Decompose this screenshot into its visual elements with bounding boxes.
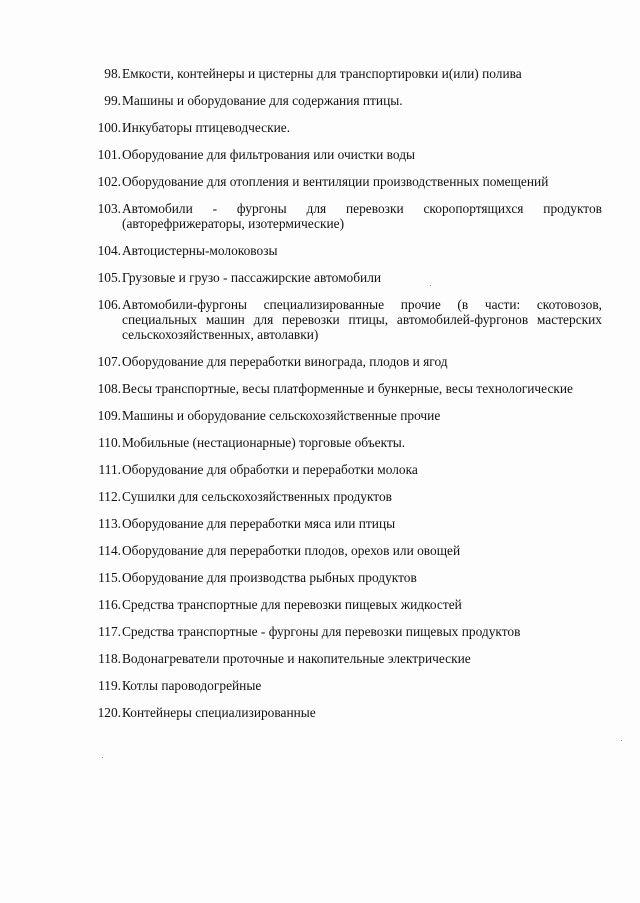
list-item <box>86 543 602 558</box>
list-item <box>86 651 602 666</box>
list-item-number: 112. <box>98 489 121 504</box>
list-item <box>86 435 602 450</box>
list-item-number: 100. <box>97 120 121 135</box>
list-item-number: 103. <box>97 201 121 216</box>
list-item-text: Котлы пароводогрейные <box>122 678 262 693</box>
list-item <box>86 147 602 162</box>
list-item-number: 108. <box>97 381 121 396</box>
list-item-number: 117. <box>98 624 121 639</box>
list-item-text: Грузовые и грузо - пассажирские автомобили <box>122 270 382 285</box>
list-item-text: Инкубаторы птицеводческие. <box>122 120 291 135</box>
list-item-text: Автомобили - фургоны для перевозки скоропортящихся продуктов (авторефрижераторы, изотермические) <box>122 201 602 231</box>
list-item <box>86 120 602 135</box>
list-item <box>86 516 602 531</box>
list-item-number: 109. <box>97 408 121 423</box>
list-item-text: Оборудование для фильтрования или очистки воды <box>122 147 416 162</box>
list-item-number: 111. <box>98 462 121 477</box>
numbered-list <box>86 66 602 732</box>
list-item <box>86 489 602 504</box>
list-item-number: 115. <box>98 570 121 585</box>
list-item-number: 102. <box>97 174 121 189</box>
list-item <box>86 93 602 108</box>
list-item-text: Контейнеры специализированные <box>122 705 316 720</box>
list-item-number: 101. <box>97 147 121 162</box>
list-item <box>86 408 602 423</box>
list-item-text: Водонагреватели проточные и накопительные электрические <box>122 651 471 666</box>
list-item-text: Емкости, контейнеры и цистерны для транспортировки и(или) полива <box>122 66 522 81</box>
list-item <box>86 297 602 342</box>
list-item-number: 110. <box>98 435 121 450</box>
list-item <box>86 678 602 693</box>
list-item-number: 106. <box>97 297 121 312</box>
list-item-text: Оборудование для переработки винограда, плодов и ягод <box>122 354 448 369</box>
list-item <box>86 270 602 285</box>
list-item-number: 107. <box>97 354 121 369</box>
list-item <box>86 705 602 720</box>
list-item-text: Автомобили-фургоны специализированные прочие (в части: скотовозов, специальных машин для перевозки птицы, автомобилей-фургонов мастерских сельскохозяйственных, автолавки) <box>122 297 602 342</box>
list-item-number: 114. <box>98 543 121 558</box>
list-item-number: 119. <box>98 678 121 693</box>
list-item-text: Весы транспортные, весы платформенные и бункерные, весы технологические <box>122 381 574 396</box>
list-item <box>86 624 602 639</box>
list-item-text: Оборудование для переработки мяса или птицы <box>122 516 396 531</box>
list-item <box>86 66 602 81</box>
scan-speck <box>621 740 622 741</box>
list-item <box>86 201 602 231</box>
list-item-text: Оборудование для отопления и вентиляции производственных помещений <box>122 174 549 189</box>
list-item-text: Автоцистерны-молоковозы <box>122 243 278 258</box>
list-item-number: 116. <box>98 597 121 612</box>
list-item-number: 105. <box>97 270 121 285</box>
list-item-number: 120. <box>97 705 121 720</box>
list-item-text: Средства транспортные для перевозки пищевых жидкостей <box>122 597 462 612</box>
list-item-text: Машины и оборудование сельскохозяйственные прочие <box>122 408 441 423</box>
list-item-text: Машины и оборудование для содержания птицы. <box>122 93 403 108</box>
list-item-text: Мобильные (нестационарные) торговые объекты. <box>122 435 406 450</box>
list-item <box>86 462 602 477</box>
list-item <box>86 354 602 369</box>
list-item <box>86 381 602 396</box>
list-item-number: 118. <box>98 651 121 666</box>
list-item <box>86 243 602 258</box>
list-item-text: Оборудование для переработки плодов, орехов или овощей <box>122 543 461 558</box>
list-item-number: 99. <box>104 93 121 108</box>
list-item <box>86 597 602 612</box>
list-item <box>86 174 602 189</box>
list-item-text: Сушилки для сельскохозяйственных продуктов <box>122 489 392 504</box>
list-item <box>86 570 602 585</box>
scan-speck <box>102 757 103 758</box>
list-item-number: 104. <box>97 243 121 258</box>
list-item-number: 98. <box>104 66 121 81</box>
list-item-number: 113. <box>98 516 121 531</box>
list-item-text: Средства транспортные - фургоны для перевозки пищевых продуктов <box>122 624 521 639</box>
list-item-text: Оборудование для обработки и переработки молока <box>122 462 418 477</box>
list-item-text: Оборудование для производства рыбных продуктов <box>122 570 417 585</box>
scan-speck <box>430 285 431 286</box>
